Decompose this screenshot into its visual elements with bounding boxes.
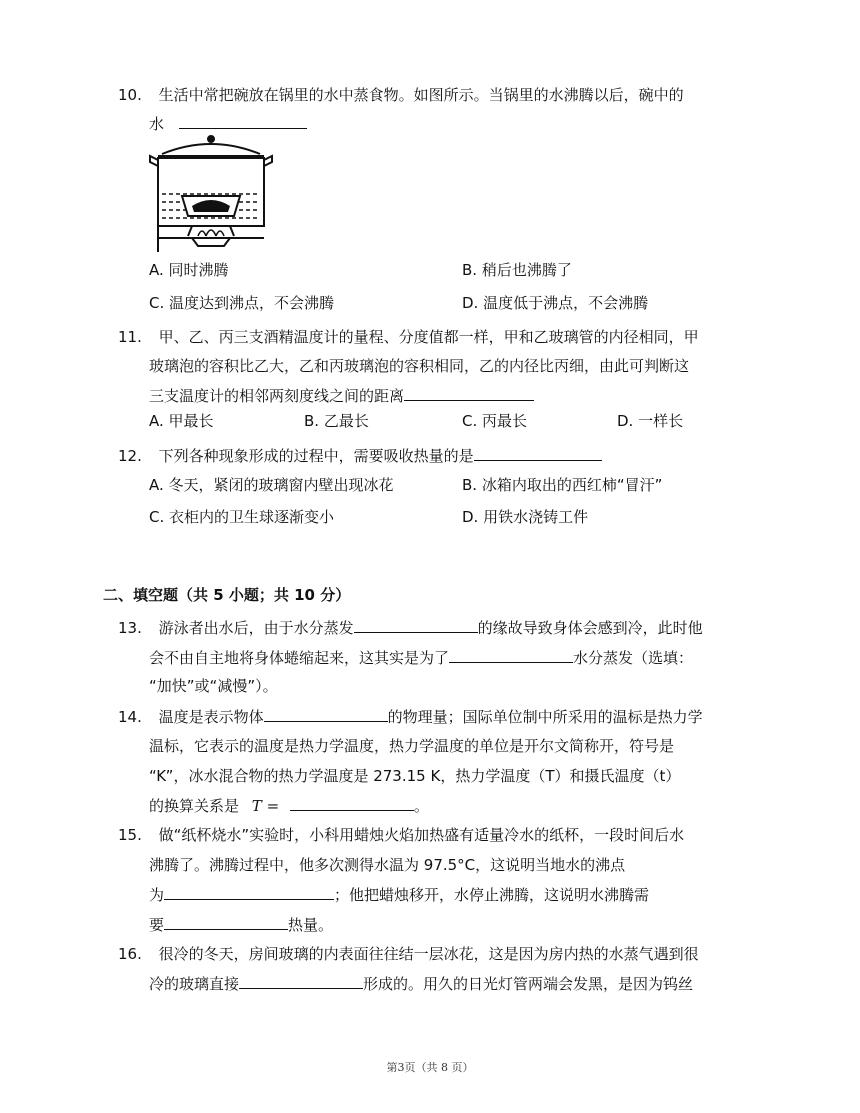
question-text: “K”，冰水混合物的热力学温度是 273.15 K，热力学温度（T）和摄氏温度（t） bbox=[149, 767, 681, 785]
question-15 bbox=[118, 824, 684, 846]
option-a[interactable]: A. 冬天，紧闭的玻璃窗内壁出现冰花 bbox=[149, 476, 394, 494]
question-text: 玻璃泡的容积比乙大，乙和丙玻璃泡的容积相同，乙的内径比丙细，由此可判断这 bbox=[149, 357, 690, 375]
question-11-line3 bbox=[149, 384, 534, 407]
question-14 bbox=[118, 705, 703, 728]
option-b[interactable]: B. 稍后也沸腾了 bbox=[462, 261, 572, 279]
question-text: ；他把蜡烛移开，水停止沸腾，这说明水沸腾需 bbox=[334, 886, 650, 904]
burner bbox=[192, 238, 230, 246]
question-text: 沸腾了。沸腾过程中，他多次测得水温为 97.5°C，这说明当地水的沸点 bbox=[149, 856, 626, 874]
section-title: 二、填空题（共 5 小题；共 10 分） bbox=[103, 586, 351, 604]
question-text: 的换算关系是 bbox=[149, 797, 240, 815]
question-number: 13. bbox=[118, 619, 142, 637]
option-a[interactable]: A. 甲最长 bbox=[149, 412, 214, 430]
flame-icon bbox=[198, 230, 224, 236]
pot-handle-left bbox=[150, 156, 158, 166]
question-text: 游泳者出水后，由于水分蒸发 bbox=[158, 619, 354, 637]
question-text: 的物理量；国际单位制中所采用的温标是热力学 bbox=[387, 708, 703, 726]
question-text: 水分蒸发（选填： bbox=[573, 649, 694, 667]
question-11 bbox=[118, 326, 699, 348]
answer-blank[interactable] bbox=[179, 112, 307, 129]
option-b[interactable]: B. 乙最长 bbox=[304, 412, 369, 430]
question-text: 的缘故导致身体会感到冷，此时他 bbox=[477, 619, 703, 637]
question-text: 温标，它表示的温度是热力学温度，热力学温度的单位是开尔文简称开，符号是 bbox=[149, 737, 675, 755]
answer-blank[interactable] bbox=[290, 794, 414, 811]
question-12 bbox=[118, 444, 602, 467]
formula: T = bbox=[251, 797, 280, 815]
pot-steaming-diagram bbox=[148, 132, 274, 256]
question-number: 10. bbox=[118, 86, 142, 104]
answer-blank[interactable] bbox=[264, 705, 388, 722]
answer-blank[interactable] bbox=[474, 444, 602, 461]
option-c[interactable]: C. 丙最长 bbox=[462, 412, 528, 430]
question-text: 下列各种现象形成的过程中，需要吸收热量的是 bbox=[158, 447, 474, 465]
question-text: 三支温度计的相邻两刻度线之间的距离 bbox=[149, 387, 405, 405]
page-footer: 第3页（共 8 页） bbox=[386, 1061, 474, 1074]
answer-blank[interactable] bbox=[404, 384, 534, 401]
question-text: “加快”或“减慢”）。 bbox=[149, 677, 278, 695]
answer-blank[interactable] bbox=[164, 883, 334, 900]
question-text: 生活中常把碗放在锅里的水中蒸食物。如图所示。当锅里的水沸腾以后，碗中的 bbox=[158, 86, 684, 104]
option-d[interactable]: D. 温度低于沸点，不会沸腾 bbox=[462, 294, 649, 312]
answer-blank[interactable] bbox=[239, 972, 363, 989]
question-text: 水 bbox=[149, 115, 165, 133]
question-text: 甲、乙、丙三支酒精温度计的量程、分度值都一样，甲和乙玻璃管的内径相同，甲 bbox=[158, 328, 699, 346]
option-b[interactable]: B. 冰箱内取出的西红柿“冒汗” bbox=[462, 476, 663, 494]
question-text: 形成的。用久的日光灯管两端会发黑，是因为钨丝 bbox=[363, 975, 694, 993]
question-13-line2 bbox=[149, 646, 693, 669]
question-10 bbox=[118, 84, 684, 106]
question-text: 要 bbox=[149, 916, 165, 934]
option-d[interactable]: D. 一样长 bbox=[617, 412, 684, 430]
option-d[interactable]: D. 用铁水浇铸工件 bbox=[462, 508, 589, 526]
question-15-line4 bbox=[149, 913, 333, 936]
option-c[interactable]: C. 温度达到沸点，不会沸腾 bbox=[149, 294, 335, 312]
question-text: 很冷的冬天，房间玻璃的内表面往往结一层冰花，这是因为房内热的水蒸气遇到很 bbox=[158, 945, 699, 963]
question-number: 12. bbox=[118, 447, 142, 465]
question-text: 冷的玻璃直接 bbox=[149, 975, 240, 993]
question-15-line3 bbox=[149, 883, 649, 906]
option-a[interactable]: A. 同时沸腾 bbox=[149, 261, 229, 279]
option-c[interactable]: C. 衣柜内的卫生球逐渐变小 bbox=[149, 508, 335, 526]
question-text: 。 bbox=[413, 797, 429, 815]
question-16 bbox=[118, 943, 699, 965]
question-number: 15. bbox=[118, 826, 142, 844]
answer-blank[interactable] bbox=[354, 616, 478, 633]
question-text: 会不由自主地将身体蜷缩起来，这其实是为了 bbox=[149, 649, 450, 667]
question-number: 16. bbox=[118, 945, 142, 963]
question-16-line2 bbox=[149, 972, 693, 995]
question-text: 为 bbox=[149, 886, 165, 904]
answer-blank[interactable] bbox=[449, 646, 573, 663]
question-number: 11. bbox=[118, 328, 142, 346]
question-number: 14. bbox=[118, 708, 142, 726]
pot-lid bbox=[158, 136, 264, 156]
stand bbox=[158, 226, 264, 238]
pot-handle-right bbox=[264, 156, 272, 166]
question-text: 做“纸杯烧水”实验时，小科用蜡烛火焰加热盛有适量冷水的纸杯，一段时间后水 bbox=[158, 826, 685, 844]
question-text: 热量。 bbox=[288, 916, 334, 934]
question-13 bbox=[118, 616, 703, 639]
question-text: 温度是表示物体 bbox=[158, 708, 264, 726]
answer-blank[interactable] bbox=[164, 913, 288, 930]
question-14-line4 bbox=[149, 794, 429, 817]
